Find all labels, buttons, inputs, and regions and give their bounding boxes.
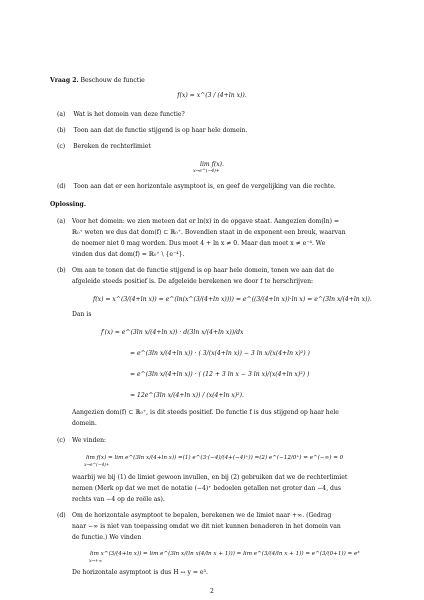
question-part-a: [57, 111, 185, 118]
solution-d-line-2: naar −∞ is niet van toepassing omdat we dit niet kunnen benaderen in het domein van: [72, 523, 341, 530]
solution-d-line-1: Om de horizontale asymptoot te bepalen, berekenen we de limiet naar +∞. (Gedrag: [72, 512, 332, 519]
question-limit-c-sub: x→e^(−4)+: [193, 169, 220, 174]
part-b-label: (b): [57, 127, 66, 134]
page-number: 2: [210, 588, 214, 595]
question-part-b: [57, 127, 247, 134]
part-d-label: (d): [57, 183, 66, 190]
part-c-text: Bereken de rechterlimiet: [73, 143, 151, 150]
part-b-text: Toon aan dat de functie stijgend is op haar hele domein.: [73, 127, 248, 134]
solution-d-label: (d): [57, 512, 66, 519]
question-intro: Beschouw de functie: [80, 77, 145, 84]
solution-c-label: (c): [57, 437, 66, 444]
solution-b-dan-is: Dan is: [72, 311, 92, 318]
question-heading: [50, 77, 145, 84]
solution-a-line-1: Voor het domein: we zien meteen dat er ln(x) in de opgave staat. Aangezien dom(ln) =: [72, 218, 340, 225]
solution-a-line-2: ℝ₀⁺ weten we dus dat dom(f) ⊂ ℝ₀⁺. Bovendien staat in de exponent een breuk, waarvan: [72, 229, 346, 236]
solution-b-label: (b): [57, 267, 66, 274]
solution-b-deriv-4: = 12e^(3ln x/(4+ln x)) / (x(4+ln x)²).: [130, 392, 244, 399]
question-limit-c: lim f(x).: [200, 161, 224, 168]
question-part-d: [57, 183, 336, 190]
question-part-c: [57, 143, 151, 150]
solution-b-rewrite: f(x) = x^(3/(4+ln x)) = e^(ln(x^(3/(4+ln x)))) = e^((3/(4+ln x))·ln x) = e^(3ln x/(4+ln x)).: [93, 296, 372, 303]
solution-c-line-1: waarbij we bij (1) de limiet gewoon invullen, en bij (2) gebruiken dat we de rechterlimiet: [72, 474, 348, 481]
solution-c-intro: We vinden:: [72, 437, 107, 444]
solution-d-conclusion: De horizontale asymptoot is dus H ↔ y = e³.: [72, 569, 208, 576]
solution-b-deriv-3: = e^(3ln x/(4+ln x)) · ( (12 + 3 ln x − 3 ln x)/(x(4+ln x)²) ): [130, 371, 310, 378]
solution-d-formula: lim x^(3/(4+ln x)) = lim e^(3ln x/(ln x(4/ln x + 1))) = lim e^(3/(4/ln x + 1)) = e^(3/(0+1)) = e³: [90, 551, 360, 557]
solution-c-sub: x→e^(−4)+: [84, 463, 110, 468]
solution-a-label: (a): [57, 218, 66, 225]
solution-d-line-3: de functie.) We vinden: [72, 534, 142, 541]
solution-title: Oplossing.: [50, 201, 86, 208]
solution-b-deriv-2: = e^(3ln x/(4+ln x)) · ( 3/(x(4+ln x)) − 3 ln x/(x(4+ln x)²) ): [130, 350, 310, 357]
solution-b-after-2: domein.: [72, 420, 97, 427]
solution-c-line-3: rechts van −4 op de reële as).: [72, 496, 165, 503]
solution-d-sub: x→+∞: [89, 559, 103, 564]
solution-c-line-2: nemen (Merk op dat we met de notatie (−4)⁺ bedoelen getallen net groter dan −4, dus: [72, 485, 342, 492]
part-a-label: (a): [57, 111, 66, 118]
solution-a-line-4: vinden dus dat dom(f) = ℝ₀⁺ \ {e⁻⁴}.: [72, 251, 185, 258]
part-a-text: Wat is het domein van deze functie?: [73, 111, 185, 118]
solution-c-formula: lim f(x) = lim e^(3ln x/(4+ln x)) =(1) e^(3·(−4)/(4+(−4)⁺)) =(2) e^(−12/0⁺) = e^(−∞) = 0: [86, 455, 344, 461]
solution-b-after-1: Aangezien dom(f) ⊂ ℝ₀⁺, is dit steeds positief. De functie f is dus stijgend op haar hele: [72, 409, 339, 416]
solution-b-line-2: afgeleide steeds positief is. De afgeleide berekenen we door f te herschrijven:: [72, 278, 314, 285]
question-title: Vraag 2.: [50, 77, 79, 84]
question-formula: f(x) = x^(3 / (4+ln x)).: [177, 92, 247, 99]
solution-b-deriv-1: f′(x) = e^(3ln x/(4+ln x)) · d(3ln x/(4+ln x))/dx: [101, 329, 244, 336]
solution-b-line-1: Om aan te tonen dat de functie stijgend is op haar hele domein, tonen we aan dat de: [72, 267, 334, 274]
part-d-text: Toon aan dat er een horizontale asymptoot is, en geef de vergelijking van die rechte.: [73, 183, 336, 190]
solution-a-line-3: de noemer niet 0 mag worden. Dus moet 4 + ln x ≠ 0. Maar dan moet x ≠ e⁻⁴. We: [72, 240, 326, 247]
part-c-label: (c): [57, 143, 66, 150]
